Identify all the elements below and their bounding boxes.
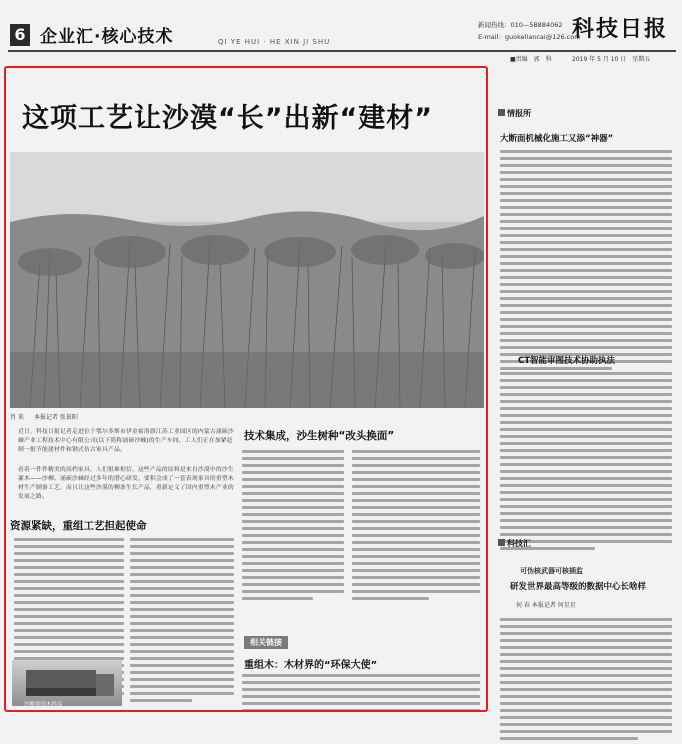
body-column-2 xyxy=(130,538,234,706)
hotline: 新闻热线：010—58884062 xyxy=(478,21,563,29)
body-column-3 xyxy=(242,450,344,604)
main-article-block[interactable] xyxy=(4,66,488,712)
photo-shrubs-graphic xyxy=(10,152,484,408)
headline: 这项工艺让沙漠“长”出新“建材” xyxy=(22,103,433,134)
sidebar-article3-byline: 何 春 本报记者 何星星 xyxy=(516,602,576,609)
sidebar-article2-body xyxy=(500,372,672,554)
lead-paragraph-2: 看着一件件精美的高档家具，人们很难相信，这些产品的原料是来自沙漠中的沙生灌木——沙柳。涌硕沙棘经过多年的潜心研发，要积会成了一套表现家具的重塑木材生产制备工艺，而且让这些沙漠的柳条生长产品，重新定义了国内重塑木产业的发展之路。 xyxy=(18,467,234,500)
inset-caption: 沙柳重组木样品 xyxy=(24,702,63,708)
sidebar-article3-body xyxy=(500,618,672,744)
body-column-4 xyxy=(352,450,480,604)
sidebar-article2-title: CT智能审图技术协助执法 xyxy=(518,356,616,366)
date-line: 2019 年 5 月 10 日 星期五 xyxy=(572,56,651,63)
sidebar-article3-kicker: 可伪核武器可核插监 xyxy=(520,567,583,575)
masthead-rule xyxy=(8,50,676,52)
sidebar-article1-title: 大断面机械化施工又添“神器” xyxy=(500,134,614,144)
sidebar-tag2-label: 科技汇 xyxy=(507,539,531,548)
sidebar-article3-title: 研发世界最高等级的数据中心长啥样 xyxy=(510,582,647,592)
tag-square-icon xyxy=(498,539,505,546)
sidebar-article1-body xyxy=(500,150,672,374)
photo-credit: 本报记者 张景阳 xyxy=(34,414,78,421)
sidebar-tag-2 xyxy=(498,538,531,549)
subhead-2: 技术集成，沙生树种“改头换面” xyxy=(244,430,395,442)
masthead xyxy=(0,0,682,62)
subhead-1: 资源紧缺，重组工艺担起使命 xyxy=(10,520,147,532)
related-tag: 相关链接 xyxy=(244,636,288,649)
sidebar-tag-1 xyxy=(498,108,531,119)
section-pinyin: QI YE HUI · HE XIN JI SHU xyxy=(218,38,331,46)
desert-willow-photo xyxy=(10,152,484,408)
sidebar xyxy=(492,66,678,712)
photo-caption-left: 肖 来 xyxy=(10,414,24,421)
editor-line: ■责编 郭 科 xyxy=(510,56,552,63)
related-title: 重组木：木材界的“环保大使” xyxy=(244,660,378,671)
sidebar-tag-label: 情报所 xyxy=(507,109,531,118)
paper-name: 科技日报 xyxy=(572,16,669,42)
lead-paragraph: 近日，科技日报记者走进位于鄂尔多斯市伊金霍洛旗江苏工业园区的内蒙古涌硕沙棘产业工程技术中心有限公司(以下简称涌硕沙棘)的生产车间，工人们正在加紧赶制一批节能建材件和钢式仿古家具产品。 xyxy=(18,429,234,453)
email[interactable]: E-mail：guokeliancai@126.com xyxy=(478,33,581,41)
section-title: 企业汇·核心技术 xyxy=(40,27,174,47)
page-number-badge: 6 xyxy=(10,24,30,46)
related-body xyxy=(242,674,480,712)
tag-square-icon xyxy=(498,109,505,116)
